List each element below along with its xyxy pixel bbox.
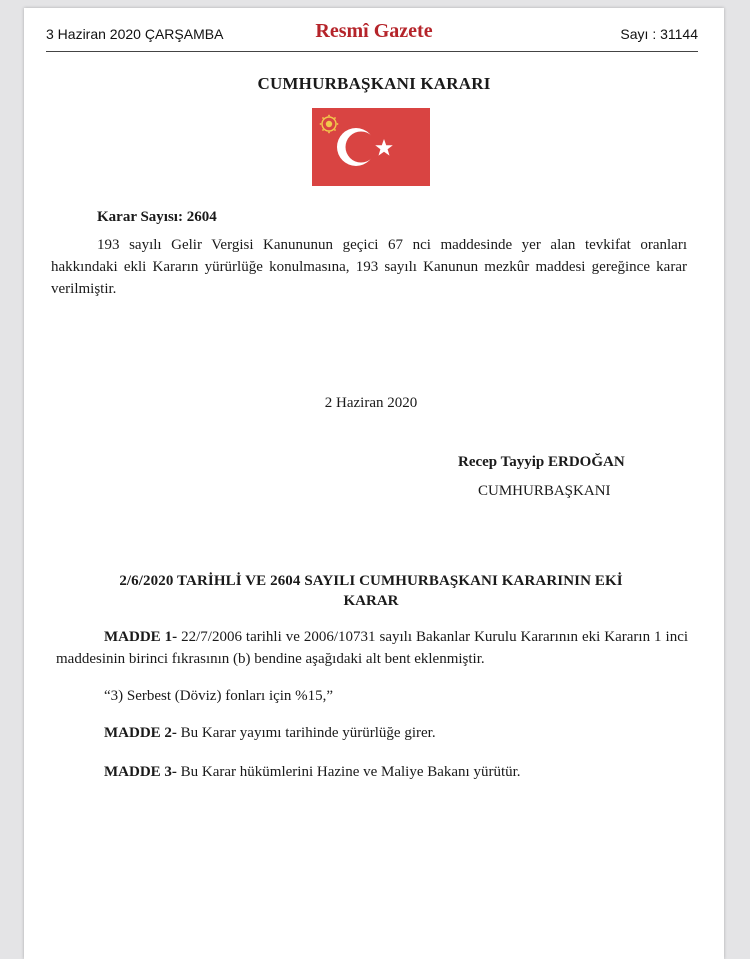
gazette-title: Resmî Gazete <box>315 20 433 42</box>
header-date: 3 Haziran 2020 ÇARŞAMBA <box>46 26 224 42</box>
decision-date: 2 Haziran 2020 <box>324 395 418 411</box>
decision-number: Karar Sayısı: 2604 <box>97 209 217 225</box>
article-1-label: MADDE 1- <box>104 629 178 645</box>
presidential-emblem-icon <box>320 115 339 134</box>
document-title: CUMHURBAŞKANI KARARI <box>257 74 491 93</box>
article-1 <box>56 626 688 670</box>
gazette-header <box>24 8 724 52</box>
article-1-quote: “3) Serbest (Döviz) fonları için %15,” <box>104 688 334 704</box>
article-1-text: 22/7/2006 tarihli ve 2006/10731 sayılı Bakanlar Kurulu Kararının eki Kararın 1 inci maddesinin birinci fıkrasının (b) bendine aşağıdaki alt bent eklenmiştir. <box>56 629 689 667</box>
crescent-inner <box>346 132 377 163</box>
article-3 <box>104 761 521 783</box>
annex-title-line1: 2/6/2020 TARİHLİ VE 2604 SAYILI CUMHURBAŞKANI KARARININ EKİ <box>119 573 623 589</box>
header-divider <box>46 51 698 52</box>
issue-number: Sayı : 31144 <box>620 26 698 42</box>
article-2 <box>104 722 436 744</box>
article-2-label: MADDE 2- <box>104 725 177 741</box>
intro-paragraph: 193 sayılı Gelir Vergisi Kanununun geçici 67 nci maddesinde yer alan tevkifat oranları hakkındaki ekli Kararın yürürlüğe konulmasına, 193 sayılı Kanunun mezkûr maddesi gereğince karar verilmiştir. <box>51 237 687 297</box>
signatory-title: CUMHURBAŞKANI <box>478 483 611 499</box>
article-3-text: Bu Karar hükümlerini Hazine ve Maliye Bakanı yürütür. <box>180 764 521 780</box>
gazette-page <box>24 8 724 959</box>
signatory-name: Recep Tayyip ERDOĞAN <box>458 454 625 470</box>
annex-title-line2: KARAR <box>343 593 399 609</box>
article-3-label: MADDE 3- <box>104 764 177 780</box>
article-2-text: Bu Karar yayımı tarihinde yürürlüğe girer. <box>180 725 436 741</box>
turkish-flag-image <box>312 108 430 186</box>
